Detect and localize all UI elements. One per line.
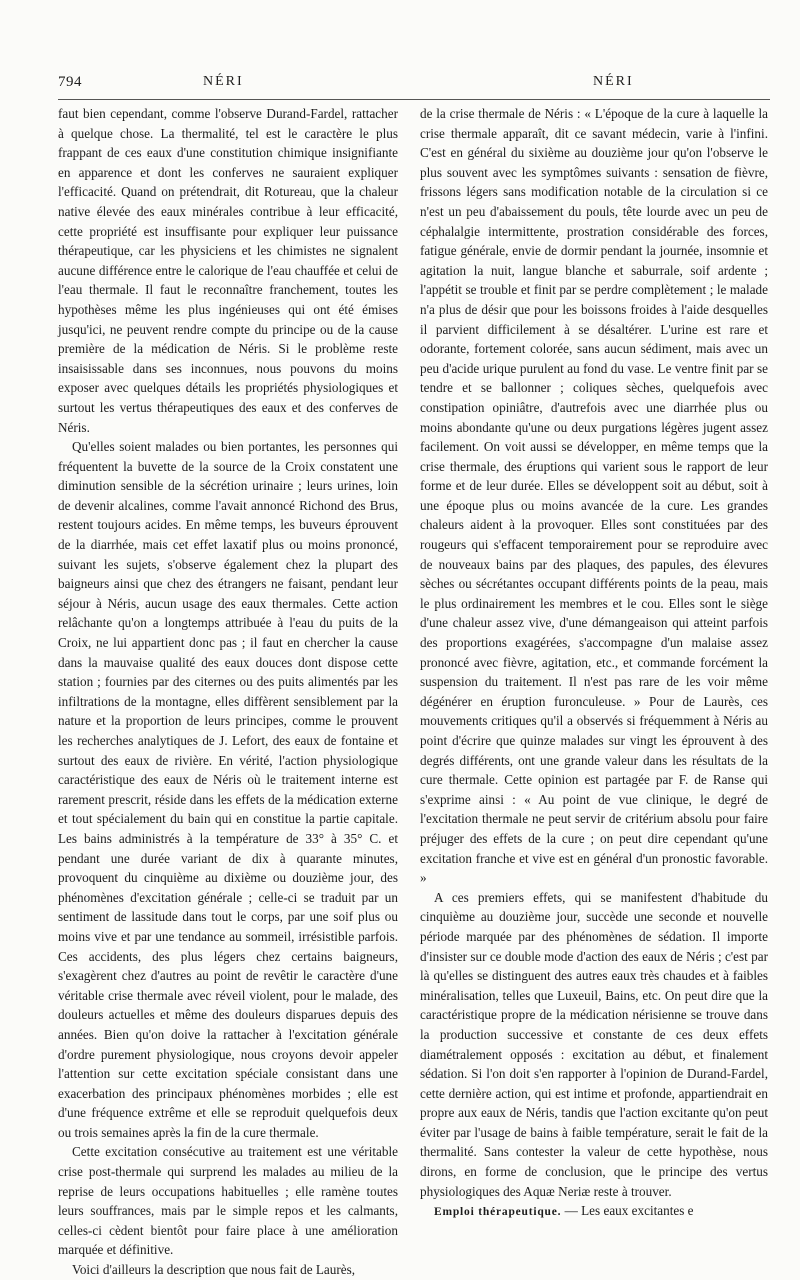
- paragraph: Voici d'ailleurs la description que nous fait de Laurès,: [72, 1262, 356, 1278]
- page-header: [58, 74, 742, 96]
- running-head-right: NÉRI: [593, 74, 634, 89]
- paragraph: Cette excitation consécutive au traitement est une véritable crise post-thermale qui surprend les malades au milieu de la reprise de leurs occupations habituelles ; elle ramène toutes leurs souffrances, mais par le simple repos et les calmants, celles-ci cèdent bientôt pour faire place à une amélioration marquée et définitive.: [58, 1144, 398, 1258]
- paragraph: de la crise thermale de Néris : « L'époque de la cure à laquelle la crise thermale apparaît, dit ce savant médecin, varie à l'infini. C'est en général du sixième au douzième jour qu'on l'observe le plus souvent avec les symptômes suivants : sensation de fièvre, frissons légers sans modification notable de la circulation si ce n'est un peu d'abaissement du pouls, tête lourde avec un peu de céphalalgie intermittente, prostration considérable des forces, fatigue générale, envie de dormir pendant la journée, insomnie et agitation la nuit, langue blanche et saburrale, soif ardente ; l'appétit se trouble et finit par se perdre complètement ; le malade n'a plus de désir que pour les boissons froides à l'aide desquelles il parvient difficilement à se désaltérer. L'urine est rare et odorante, fortement colorée, sans aucun sédiment, mais avec un peu d'acide urique purulent au fond du vase. Le ventre finit par se tendre et se ballonner ; coliques sèches, quelquefois avec constipation opiniâtre, d'autrefois avec une diarrhée plus ou moins abondante qu'une ou deux purgations légères jugent assez facilement. On voit aussi se développer, en même temps que la crise thermale, des éruptions qui varient sous le rapport de leur forme et de leur durée. Elles se développent soit au début, soit à une époque plus ou moins avancée de la cure. Les grandes chaleurs aident à la provoquer. Elles sont constituées par des rougeurs qui s'effacent temporairement pour se reproduire avec de nouveaux bains par des plaques, des papules, des élevures sèches ou sécrétantes occupant différents points de la peau, mais le plus ordinairement les membres et le cou. Elles sont le siège d'une chaleur assez vive, d'une démangeaison qui atteint parfois des proportions exagérées, s'accompagne d'un malaise assez prononcé avec fièvre, agitation, etc., et commande forcément la suspension du traitement. Il n'est pas rare de les voir même dégénérer en éruption furonculeuse. » Pour de Laurès, ces mouvements critiques qu'il a observés si fréquemment à Néris au point d'écrire que quinze malades sur vingt les éprouvent à des degrés différents, ont une grande valeur dans les résultats de la cure thermale. Cette opinion est partagée par F. de Ranse qui s'exprime ainsi : « Au point de vue clinique, le degré de l'excitation thermale ne peut servir de critérium absolu pour faire préjuger des effets de la cure ; on peut dire cependant qu'une excitation franche et vive est en général d'un pronostic favorable. »: [420, 106, 768, 886]
- section-paragraph: [420, 1201, 768, 1223]
- section-text: — Les eaux excitantes e: [561, 1203, 694, 1219]
- header-rule: [58, 99, 770, 100]
- right-column: [420, 104, 768, 1219]
- page-number: 794: [58, 74, 82, 90]
- left-column: [58, 104, 398, 1278]
- section-heading: Emploi thérapeutique.: [434, 1206, 562, 1219]
- paragraph: faut bien cependant, comme l'observe Durand-Fardel, rattacher à quelque chose. La thermalité, tel est le caractère le plus frappant de ces eaux d'une constitution chimique insignifiante en apparence et dont les conferves ne sauraient expliquer l'efficacité. Quand on prétendrait, dit Rotureau, que la chaleur native élevée des eaux minérales contribue à leur efficacité, cette propriété est insuffisante pour expliquer leur puissance thérapeutique, car les physiciens et les chimistes ne signalent aucune différence entre le calorique de l'eau chauffée et celui de l'eau thermale. Il faut le reconnaître franchement, toutes les hypothèses même les plus ingénieuses qui ont été émises jusqu'ici, ne peuvent rendre compte du principe ou de la cause première de la médication de Néris. Si le problème reste insaisissable dans ses inconnues, nous pouvons du moins exposer avec quelques détails les propriétés physiologiques et surtout les vertus thérapeutiques des eaux et des conferves de Néris.: [58, 106, 398, 435]
- paragraph: A ces premiers effets, qui se manifestent d'habitude du cinquième au douzième jour, succède une seconde et nouvelle période marquée par des phénomènes de sédation. Il importe d'insister sur ce double mode d'action des eaux de Néris ; c'est par là qu'elles se distinguent des autres eaux très chaudes et à faibles minéralisation, telles que Luxeuil, Bains, etc. On peut dire que la caractéristique propre de la médication nérisienne se trouve dans la production successive et constante de ces deux effets diamétralement opposés : excitation au début, et finalement sédation. Si l'on doit s'en rapporter à l'opinion de Durand-Fardel, cette dernière action, qui est intime et profonde, appartiendrait en propre aux eaux de Néris, tandis que l'action excitante qu'on peut éviter par l'usage de bains à faible température, serait le fait de la thermalité. Sans contester la valeur de cette hypothèse, nous dirons, en forme de conclusion, que le principe des vertus physiologiques des Aquæ Neriæ reste à trouver.: [420, 889, 768, 1199]
- paragraph: Qu'elles soient malades ou bien portantes, les personnes qui fréquentent la buvette de la source de la Croix constatent une diminution sensible de la sécrétion urinaire ; leurs urines, loin de devenir alcalines, comme l'avait annoncé Richond des Brus, restent toujours acides. En même temps, les buveurs éprouvent de la diarrhée, mais cet effet laxatif plus ou moins prononcé, suivant les sujets, s'observe également chez la plupart des baigneurs ainsi que chez des étrangers ne faisant, pendant leur séjour à Néris, aucun usage des eaux thermales. Cette action relâchante qu'on a longtemps attribuée à l'eau du puits de la Croix, ne lui appartient donc pas ; il faut en chercher la cause dans la mauvaise qualité des eaux douces dont dispose cette station ; fournies par des citernes ou des puits alimentés par les infiltrations de la montagne, elles diffèrent sensiblement par la nature et la proportion de leurs principes, comme le prouvent les recherches analytiques de J. Lefort, des eaux de fontaine et surtout des eaux de rivière. En vérité, l'action physiologique caractéristique des eaux de Néris où le traitement interne est rarement prescrit, réside dans les effets de la médication externe et tout spécialement du bain qui en constitue la partie capitale. Les bains administrés à la température de 33° à 35° C. et pendant une durée variant de dix à quarante minutes, provoquent du cinquième au dixième ou douzième jour, des phénomènes d'excitation générale ; celle-ci se traduit par un sentiment de lassitude dans tout le corps, par une soif plus ou moins vive et par une tendance au sommeil, irrésistible parfois. Ces accidents, des plus légers chez certains baigneurs, s'exagèrent chez d'autres au point de revêtir le caractère d'une véritable crise thermale avec réveil violent, pour le malade, des douleurs actuelles et même des douleurs disparues depuis des années. Bien qu'on doive la rattacher à l'excitation générale d'ordre purement physiologique, nous croyons devoir appeler l'attention sur cette excitation spéciale consistant dans une exacerbation des principaux phénomènes morbides ; elle est d'une fréquence extrême et elle se reproduit quelquefois deux ou trois semaines après la fin de la cure thermale.: [58, 439, 398, 1140]
- running-head-left: NÉRI: [203, 74, 244, 89]
